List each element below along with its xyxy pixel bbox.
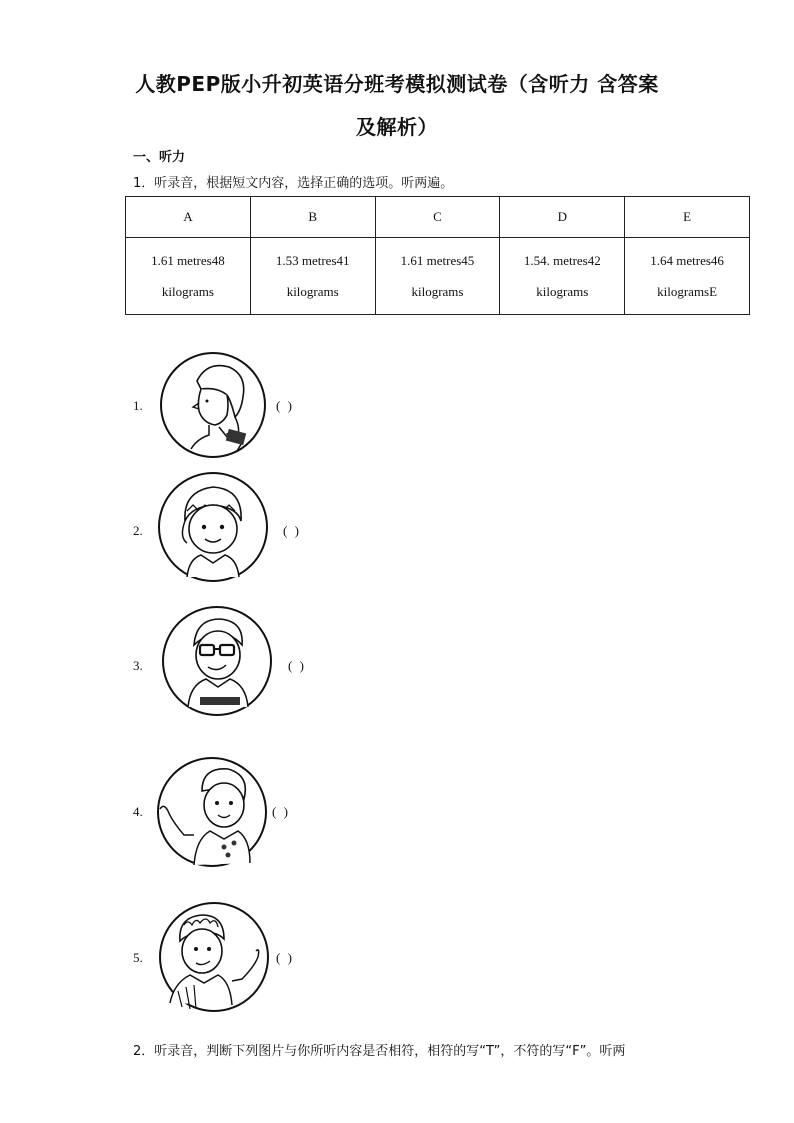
boy-curly-hair-icon	[158, 901, 270, 1013]
document-title-line2: 及解析）	[356, 115, 438, 139]
item-3-number: 3.	[133, 658, 143, 673]
option-header-e: E	[625, 197, 750, 238]
item-4-number: 4.	[133, 804, 143, 819]
question-2-instruction: 2．听录音，判断下列图片与你所听内容是否相符，相符的写“T”，不符的写“F”。听两	[133, 1044, 626, 1059]
options-table	[125, 196, 750, 315]
option-value-d: 1.54. metres42 kilograms	[500, 238, 625, 315]
options-header-row	[126, 197, 750, 238]
item-5-number: 5.	[133, 950, 143, 965]
item-4-answer-blank[interactable]: ( )	[272, 804, 290, 819]
option-header-c: C	[375, 197, 500, 238]
item-5-answer-blank[interactable]: ( )	[276, 950, 294, 965]
item-3-answer-blank[interactable]: ( )	[288, 658, 306, 673]
option-value-b: 1.53 metres41 kilograms	[250, 238, 375, 315]
section-heading-listening: 一、听力	[133, 150, 186, 165]
option-value-e: 1.64 metres46 kilogramsE	[625, 238, 750, 315]
document-title-line1: 人教PEP版小升初英语分班考模拟测试卷（含听力 含答案	[135, 72, 659, 96]
options-value-row	[126, 238, 750, 315]
boy-glasses-icon	[160, 605, 274, 717]
question-1-instruction: 1．听录音，根据短文内容，选择正确的选项。听两遍。	[133, 176, 454, 191]
item-1-number: 1.	[133, 398, 143, 413]
boy-waving-icon	[154, 755, 268, 869]
option-header-a: A	[126, 197, 251, 238]
option-value-c: 1.61 metres45 kilograms	[375, 238, 500, 315]
girl-smiling-icon	[157, 471, 269, 583]
option-header-b: B	[250, 197, 375, 238]
option-header-d: D	[500, 197, 625, 238]
item-1-answer-blank[interactable]: ( )	[276, 398, 294, 413]
girl-side-profile-icon	[157, 351, 269, 459]
option-value-a: 1.61 metres48 kilograms	[126, 238, 251, 315]
item-2-number: 2.	[133, 523, 143, 538]
item-2-answer-blank[interactable]: ( )	[283, 523, 301, 538]
